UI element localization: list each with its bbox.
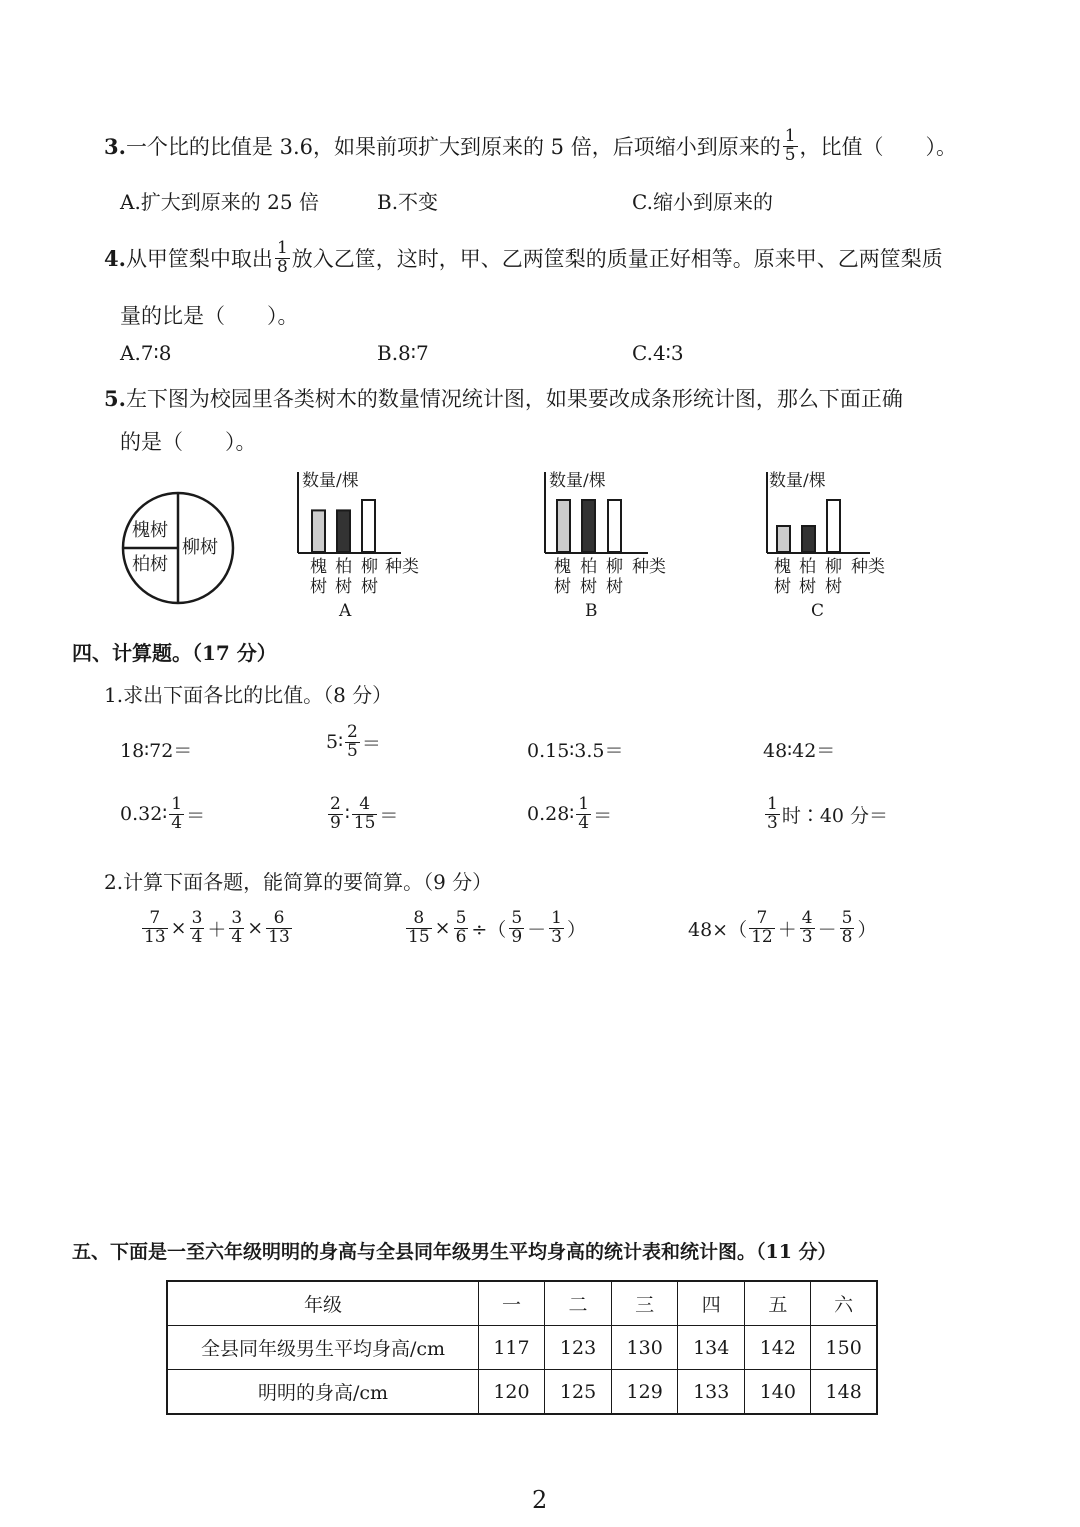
table-cell: 140 [745, 1370, 811, 1415]
row-label: 明明的身高/cm [167, 1370, 478, 1415]
table-cell: 120 [478, 1370, 544, 1415]
chart-a-xtick-3a: 柳 [361, 557, 378, 577]
pie-label-baishu: 柏树 [132, 554, 168, 575]
row-label: 全县同年级男生平均身高/cm [167, 1326, 478, 1370]
table-header-row [167, 1281, 877, 1326]
q5-line1 [104, 383, 903, 413]
header-cell: 六 [811, 1281, 877, 1326]
part2-title-text: 2.计算下面各题，能简算的要简算。（9 分） [104, 870, 493, 894]
ratio-expr-4: 48∶42＝ [763, 740, 836, 762]
q3-fraction: $\frac{1}{5}$ [784, 126, 796, 165]
bar-a-1 [312, 510, 325, 552]
chart-a-ylabel: 数量/棵 [302, 471, 359, 491]
part1-title-text: 1.求出下面各比的比值。（8 分） [104, 683, 393, 707]
chart-b-xtick-1b: 树 [554, 577, 571, 597]
bar-b-1 [557, 500, 570, 552]
q3-option-c: C.缩小到原来的 [632, 190, 773, 214]
q3-text-b: ，比值（ ）。 [799, 135, 958, 160]
q3-option-b: B.不变 [377, 190, 439, 214]
q4-text-b: 放入乙筐，这时，甲、乙两筐梨的质量正好相等。原来甲、乙两筐梨质 [291, 247, 943, 272]
table-cell: 117 [478, 1326, 544, 1370]
bar-a-3 [362, 500, 375, 552]
q3-option-a: A.扩大到原来的 25 倍 [120, 190, 319, 214]
table-cell: 130 [612, 1326, 678, 1370]
table-cell: 148 [811, 1370, 877, 1415]
bar-chart-c [763, 464, 903, 624]
table-cell: 129 [612, 1370, 678, 1415]
ratio-expr-6: $\frac{2}{9}$ ∶ $\frac{4}{15}$ ＝ [330, 794, 399, 833]
bar-chart-b [541, 464, 681, 624]
q4-fraction: $\frac{1}{8}$ [276, 238, 288, 277]
chart-a-xtick-2a: 柏 [335, 557, 352, 577]
chart-c-xtick-3b: 树 [825, 577, 842, 597]
table-cell: 133 [678, 1370, 745, 1415]
table-cell: 125 [545, 1370, 612, 1415]
calc-expr-a: $\frac{7}{13}$ × $\frac{3}{4}$ ＋ $\frac{3}{4}$ × $\frac{6}{13}$ [144, 908, 290, 947]
q4-number: 4. [104, 245, 126, 271]
chart-c-xlabel: 种类 [851, 557, 885, 577]
bar-c-2 [802, 526, 815, 552]
ratio-expr-5: 0.32∶ $\frac{1}{4}$ ＝ [120, 794, 206, 833]
q3-text-a: 一个比的比值是 3.6，如果前项扩大到原来的 5 倍，后项缩小到原来的 [125, 135, 781, 160]
chart-c-xtick-2b: 树 [799, 577, 816, 597]
chart-b-xtick-1a: 槐 [554, 557, 571, 577]
bar-b-3 [608, 500, 621, 552]
q5-line2: 的是（ ）。 [120, 430, 257, 454]
q4-stem [104, 240, 943, 277]
height-stats-table [166, 1280, 878, 1415]
ratio-expr-7: 0.28∶ $\frac{1}{4}$ ＝ [527, 794, 613, 833]
header-cell: 二 [545, 1281, 612, 1326]
chart-b-xtick-3b: 树 [606, 577, 623, 597]
q4-text-a: 从甲筐梨中取出 [125, 247, 273, 272]
chart-a-xlabel: 种类 [385, 557, 419, 577]
table-row [167, 1326, 877, 1370]
header-cell: 三 [612, 1281, 678, 1326]
table-cell: 123 [545, 1326, 612, 1370]
chart-a-xtick-2b: 树 [335, 577, 352, 597]
ratio-expr-8: $\frac{1}{3}$ 时∶40 分＝ [767, 794, 889, 833]
ratio-expr-2: 5∶ $\frac{2}{5}$ ＝ [326, 722, 381, 761]
chart-a-xtick-3b: 树 [361, 577, 378, 597]
table-row [167, 1370, 877, 1415]
chart-b-xtick-2b: 树 [580, 577, 597, 597]
chart-a-xtick-1a: 槐 [310, 557, 327, 577]
pie-chart [120, 490, 236, 606]
q5-text: 左下图为校园里各类树木的数量情况统计图，如果要改成条形统计图，那么下面正确 [125, 387, 903, 411]
calc-expr-b: $\frac{8}{15}$ × $\frac{5}{6}$ ÷（ $\frac{5}{9}$ － $\frac{1}{3}$ ） [408, 908, 586, 947]
chart-c-ylabel: 数量/棵 [769, 471, 826, 491]
table-cell: 150 [811, 1326, 877, 1370]
q4-option-c: C.4∶3 [632, 341, 684, 365]
bar-c-1 [777, 526, 790, 552]
chart-c-xtick-3a: 柳 [825, 557, 842, 577]
chart-b-xtick-3a: 柳 [606, 557, 623, 577]
chart-b-ylabel: 数量/棵 [549, 471, 606, 491]
ratio-expr-3: 0.15∶3.5＝ [527, 740, 624, 762]
section-4-part2-title [104, 866, 492, 895]
q3-number: 3. [104, 133, 126, 159]
header-cell: 年级 [167, 1281, 478, 1326]
chart-b-xlabel: 种类 [632, 557, 666, 577]
header-cell: 五 [745, 1281, 811, 1326]
chart-c-xtick-2a: 柏 [799, 557, 816, 577]
bar-b-2 [582, 500, 595, 552]
header-cell: 一 [478, 1281, 544, 1326]
chart-a-caption: A [339, 601, 352, 621]
chart-c-xtick-1a: 槐 [774, 557, 791, 577]
page-number: 2 [532, 1486, 548, 1514]
bar-a-2 [337, 510, 350, 552]
chart-b-caption: B [585, 601, 598, 621]
q4-option-b: B.8∶7 [377, 341, 429, 365]
section-4-title: 四、计算题。（17 分） [72, 641, 277, 665]
q4-line2: 量的比是（ ）。 [120, 304, 299, 328]
pie-label-liushu: 柳树 [182, 537, 218, 558]
calc-expr-c: 48×（ $\frac{7}{12}$ ＋ $\frac{4}{3}$ － $\frac{5}{8}$ ） [688, 908, 877, 947]
q3-stem [104, 128, 957, 165]
table-cell: 142 [745, 1326, 811, 1370]
chart-a-xtick-1b: 树 [310, 577, 327, 597]
ratio-expr-1: 18∶72＝ [120, 740, 193, 762]
chart-c-xtick-1b: 树 [774, 577, 791, 597]
section-4-part1-title [104, 679, 392, 708]
chart-c-caption: C [811, 601, 825, 621]
bar-chart-a [294, 464, 434, 624]
pie-label-huaishu: 槐树 [132, 520, 168, 541]
chart-b-xtick-2a: 柏 [580, 557, 597, 577]
q5-number: 5. [104, 386, 126, 411]
table-cell: 134 [678, 1326, 745, 1370]
q4-option-a: A.7∶8 [120, 341, 172, 365]
header-cell: 四 [678, 1281, 745, 1326]
section-5-title: 五、下面是一至六年级明明的身高与全县同年级男生平均身高的统计表和统计图。（11 分） [72, 1241, 837, 1263]
bar-c-3 [827, 500, 840, 552]
